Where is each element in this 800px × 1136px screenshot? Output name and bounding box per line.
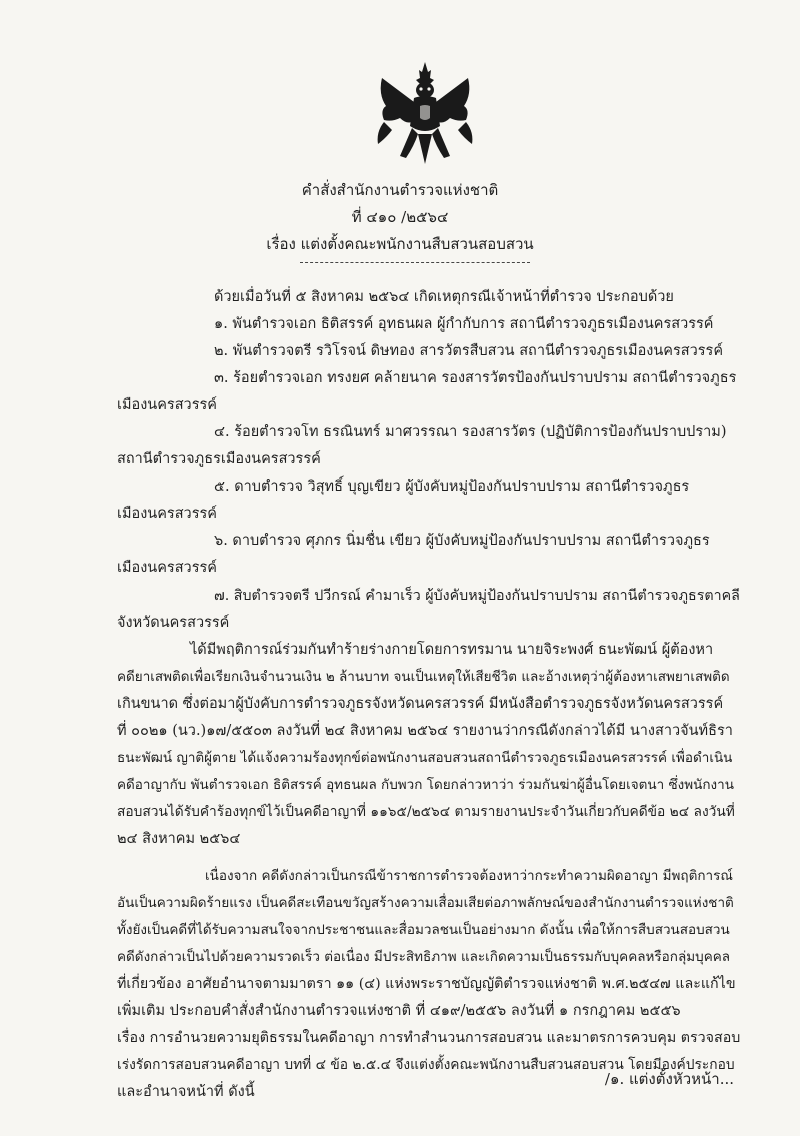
- body-line: ๕. ดาบตำรวจ วิสุทธิ์ บุญเขียว ผู้บังคับหมู่ป้องกันปราบปราม สถานีตำรวจภูธร: [214, 479, 690, 495]
- body-line: เร่งรัดการสอบสวนคดีอาญา บทที่ ๔ ข้อ ๒.๕.๔ จึงแต่งตั้งคณะพนักงานสืบสวนสอบสวน โดยมีองค์ประกอบ: [117, 1057, 735, 1073]
- body-line: เนื่องจาก คดีดังกล่าวเป็นกรณีข้าราชการตำรวจต้องหาว่ากระทำความผิดอาญา มีพฤติการณ์: [205, 868, 733, 884]
- body-line: จังหวัดนครสวรรค์: [117, 615, 230, 631]
- body-line: อันเป็นความผิดร้ายแรง เป็นคดีสะเทือนขวัญสร้างความเสื่อมเสียต่อภาพลักษณ์ของสำนักงานตำรวจแห่งชาติ: [117, 895, 734, 911]
- order-number: ที่ ๔๑๐ /๒๕๖๔: [351, 208, 449, 226]
- body-line: ๖. ดาบตำรวจ ศุภกร นิ่มชื่น เขียว ผู้บังคับหมู่ป้องกันปราบปราม สถานีตำรวจภูธร: [214, 533, 710, 549]
- body-line: ๒. พันตำรวจตรี รวิโรจน์ ดิษทอง สารวัตรสืบสวน สถานีตำรวจภูธรเมืองนครสวรรค์: [214, 343, 724, 359]
- body-line: ๗. สิบตำรวจตรี ปวีกรณ์ คำมาเร็ว ผู้บังคับหมู่ป้องกันปราบปราม สถานีตำรวจภูธรตาคลี: [214, 588, 740, 604]
- body-line: ธนะพัฒน์ ญาติผู้ตาย ได้แจ้งความร้องทุกข์ต่อพนักงานสอบสวนสถานีตำรวจภูธรเมืองนครสวรรค์ เพื่อดำเนิน: [117, 750, 733, 766]
- body-line: คดีดังกล่าวเป็นไปด้วยความรวดเร็ว ต่อเนื่อง มีประสิทธิภาพ และเกิดความเป็นธรรมกับบุคคลหรือกลุ่มบุคคล: [117, 949, 731, 965]
- body-line: ๑. พันตำรวจเอก ธิติสรรค์ อุทธนผล ผู้กำกับการ สถานีตำรวจภูธรเมืองนครสวรรค์: [214, 316, 714, 332]
- body-line: ๔. ร้อยตำรวจโท ธรณินทร์ มาศวรรณา รองสารวัตร (ปฏิบัติการป้องกันปราบปราม): [214, 424, 727, 440]
- body-line: เกินขนาด ซึ่งต่อมาผู้บังคับการตำรวจภูธรจังหวัดนครสวรรค์ มีหนังสือตำรวจภูธรจังหวัดนครสวรรค์: [117, 696, 724, 712]
- body-line: เมืองนครสวรรค์: [117, 560, 217, 576]
- body-line: ที่ ๐๐๒๑ (นว.)๑๗/๕๕๐๓ ลงวันที่ ๒๔ สิงหาคม ๒๕๖๔ รายงานว่ากรณีดังกล่าวได้มี นางสาวจันท์ธิรา: [117, 723, 733, 739]
- body-line: ด้วยเมื่อวันที่ ๕ สิงหาคม ๒๕๖๔ เกิดเหตุกรณีเจ้าหน้าที่ตำรวจ ประกอบด้วย: [214, 289, 674, 305]
- garuda-emblem-icon: [370, 60, 480, 168]
- body-line: คดียาเสพติดเพื่อเรียกเงินจำนวนเงิน ๒ ล้านบาท จนเป็นเหตุให้เสียชีวิต และอ้างเหตุว่าผู้ต้องหาเสพยาเสพติด: [117, 669, 730, 685]
- body-line: ทั้งยังเป็นคดีที่ได้รับความสนใจจากประชาชนและสื่อมวลชนเป็นอย่างมาก ดังนั้น เพื่อให้การสืบสวนสอบสวน: [117, 922, 730, 938]
- body-line: ที่เกี่ยวข้อง อาศัยอำนาจตามมาตรา ๑๑ (๔) แห่งพระราชบัญญัติตำรวจแห่งชาติ พ.ศ.๒๕๔๗ และแก้ไข: [117, 976, 736, 992]
- title-divider: [300, 262, 530, 263]
- body-line: สถานีตำรวจภูธรเมืองนครสวรรค์: [117, 451, 321, 467]
- body-line: คดีอาญากับ พันตำรวจเอก ธิติสรรค์ อุทธนผล กับพวก โดยกล่าวหาว่า ร่วมกันฆ่าผู้อื่นโดยเจตนา ซึ่งพนักงาน: [117, 777, 734, 793]
- body-line: เมืองนครสวรรค์: [117, 506, 217, 522]
- body-line: เมืองนครสวรรค์: [117, 397, 217, 413]
- body-line: ๒๔ สิงหาคม ๒๕๖๔: [117, 831, 241, 847]
- order-title: คำสั่งสำนักงานตำรวจแห่งชาติ: [301, 181, 499, 199]
- body-line: ได้มีพฤติการณ์ร่วมกันทำร้ายร่างกายโดยการทรมาน นายจิระพงศ์ ธนะพัฒน์ ผู้ต้องหา: [190, 642, 714, 658]
- body-line: เรื่อง การอำนวยความยุติธรรมในคดีอาญา การทำสำนวนการสอบสวน และมาตรการควบคุม ตรวจสอบ: [117, 1030, 741, 1046]
- page-continuation: /๑. แต่งตั้งหัวหน้า...: [604, 1070, 734, 1088]
- order-subject: เรื่อง แต่งตั้งคณะพนักงานสืบสวนสอบสวน: [266, 235, 534, 253]
- body-line: สอบสวนได้รับคำร้องทุกข์ไว้เป็นคดีอาญาที่ ๑๑๖๕/๒๕๖๔ ตามรายงานประจำวันเกี่ยวกับคดีข้อ ๒๔ ลงวันที่: [117, 804, 735, 820]
- body-line: เพิ่มเติม ประกอบคำสั่งสำนักงานตำรวจแห่งชาติ ที่ ๔๑๙/๒๕๕๖ ลงวันที่ ๑ กรกฎาคม ๒๕๕๖: [117, 1003, 681, 1019]
- body-line: ๓. ร้อยตำรวจเอก ทรงยศ คล้ายนาค รองสารวัตรป้องกันปราบปราม สถานีตำรวจภูธร: [214, 370, 737, 386]
- body-line: และอำนาจหน้าที่ ดังนี้: [117, 1084, 255, 1100]
